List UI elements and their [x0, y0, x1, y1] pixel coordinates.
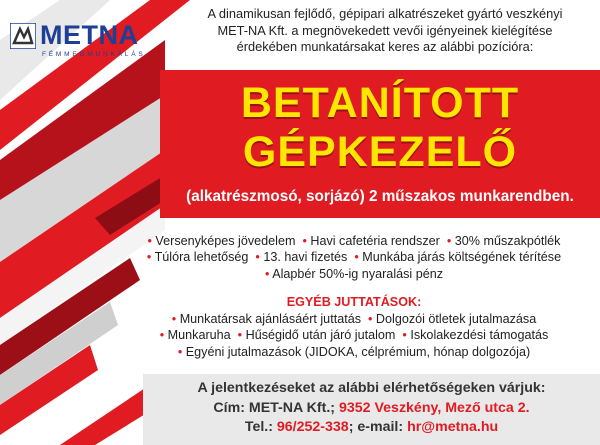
intro-text — [170, 6, 600, 56]
contact-address — [143, 399, 600, 419]
email-label: ; e-mail: — [348, 419, 404, 435]
other-benefit-item: Dolgozói ötletek jutalmazása — [375, 312, 537, 326]
contact-heading: A jelentkezéseket az alábbi elérhetőségeken várjuk: — [197, 380, 546, 396]
logo-wordmark: METNA — [40, 20, 139, 50]
intro-line: A dinamikusan fejlődő, gépipari alkatrészeket gyártó veszkényi — [207, 6, 563, 21]
other-benefit-item: Egyéni jutalmazások (JIDOKA, célprémium, hónap dolgozója) — [185, 344, 531, 359]
position-title-line1: BETANÍTOTT — [240, 79, 520, 127]
benefits-row: • Alapbér 50%-ig nyaralási pénz — [264, 266, 444, 281]
benefit-item: Havi cafetéria rendszer — [310, 234, 440, 248]
intro-line: érdekében munkatársakat keres az alábbi pozícióra: — [236, 39, 534, 55]
benefit-item: Alapbér 50%-ig nyaralási pénz — [272, 266, 444, 281]
benefit-item: 30% műszakpótlék — [454, 234, 561, 248]
position-title-line2: GÉPKEZELŐ — [242, 128, 518, 176]
email-address[interactable]: hr@metna.hu — [407, 419, 499, 435]
position-subtitle: (alkatrészmosó, sorjázó) 2 műszakos munkarendben. — [186, 188, 574, 205]
benefit-item: Versenyképes jövedelem — [155, 234, 296, 248]
benefit-item: Túlóra lehetőség — [154, 250, 249, 265]
benefits-row: • Versenyképes jövedelem • Havi cafetéria rendszer • 30% műszakpótlék — [147, 234, 561, 248]
benefits-list — [108, 233, 600, 282]
other-benefits-row: • Munkaruha • Hűségidő után járó jutalom • Iskolakezdési támogatás — [159, 328, 549, 343]
other-benefit-item: Iskolakezdési támogatás — [410, 328, 549, 343]
benefit-item: 13. havi fizetés — [263, 250, 348, 265]
other-benefit-item: Munkatársak ajánlásáért juttatás — [179, 312, 361, 326]
logo-subtitle: FÉMMEGMUNKÁLÁS — [42, 51, 146, 58]
other-benefits-row: • Egyéni jutalmazások (JIDOKA, célprémium, hónap dolgozója) — [177, 344, 531, 359]
other-benefit-item: Munkaruha — [167, 328, 231, 343]
other-benefits-list — [108, 311, 600, 360]
other-benefit-item: Hűségidő után járó jutalom — [245, 328, 396, 343]
company-logo — [10, 20, 160, 64]
contact-info — [143, 379, 600, 438]
contact-phone-email — [143, 418, 600, 438]
other-benefits-row: • Munkatársak ajánlásáért juttatás • Dolgozói ötletek jutalmazása — [171, 312, 537, 326]
phone-label: Tel.: — [244, 419, 273, 435]
benefits-row: • Túlóra lehetőség • 13. havi fizetés • Munkába járás költségének térítése — [146, 250, 562, 265]
address-value: 9352 Veszkény, Mező utca 2. — [338, 399, 530, 416]
phone-number[interactable]: 96/252-338 — [276, 419, 349, 435]
intro-line: MET-NA Kft. a megnövekedett vevői igényeinek kielégítése — [217, 22, 553, 38]
benefit-item: Munkába járás költségének térítése — [362, 250, 562, 265]
other-benefits-heading: EGYÉB JUTTATÁSOK: — [286, 295, 422, 309]
metna-logo-icon — [10, 23, 36, 49]
address-label: Cím: MET-NA Kft.; — [213, 399, 336, 416]
